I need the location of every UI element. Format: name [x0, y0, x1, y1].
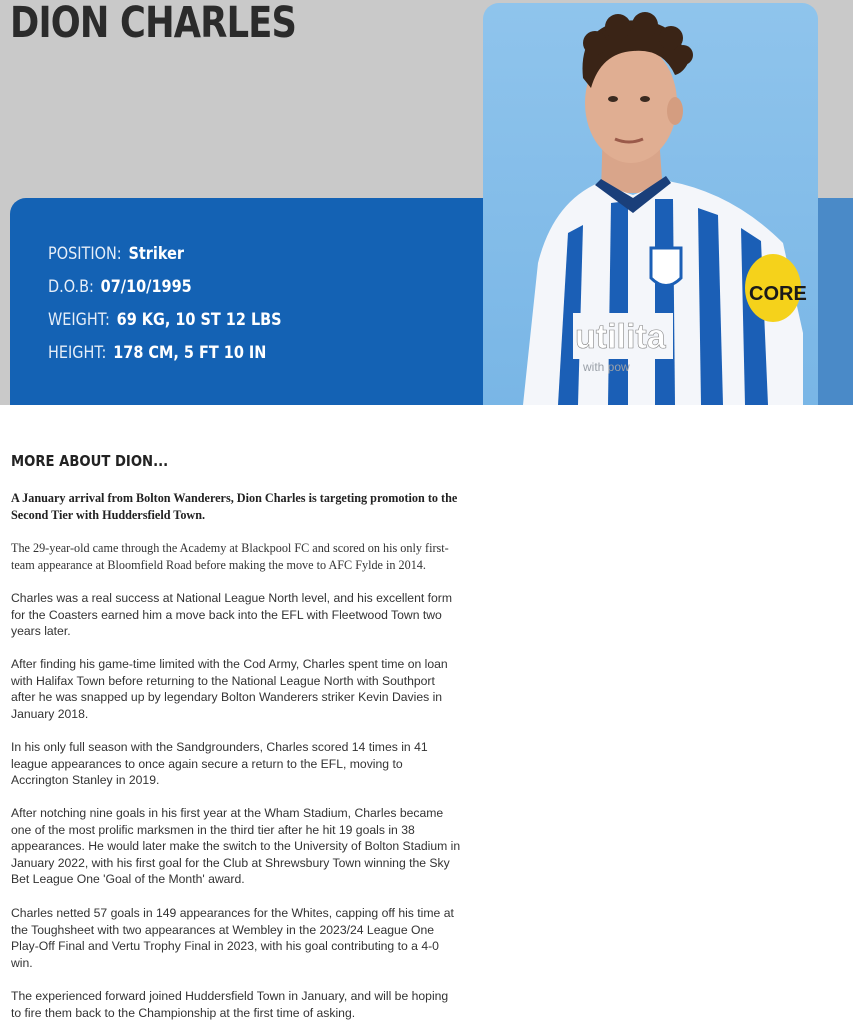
player-name: DION CHARLES [10, 0, 297, 48]
sponsor-tagline: with pow [583, 360, 630, 374]
about-paragraph: After notching nine goals in his first year at the Wham Stadium, Charles became one of the most prolific marksmen in the third tier after he hit 19 goals in 38 appearances. He would later make the switch to the University of Bolton Stadium in January 2022, with his first goal for the Club at Shrewsbury Town winning the Sky Bet League One 'Goal of the Month' award. [11, 806, 461, 886]
about-paragraph: The experienced forward joined Huddersfield Town in January, and will be hoping to fire them back to the Championship at the first time of asking. [11, 989, 449, 1020]
stat-value: 178 CM, 5 FT 10 IN [113, 342, 267, 363]
about-paragraph: Charles was a real success at National League North level, and his excellent form for the Coasters earned him a move back into the EFL with Fleetwood Town two years later. [11, 591, 453, 638]
sleeve-badge: CORE [749, 283, 807, 305]
about-heading: MORE ABOUT DION... [11, 452, 169, 470]
about-intro: A January arrival from Bolton Wanderers, Dion Charles is targeting promotion to the Second Tier with Huddersfield Town. [11, 491, 458, 522]
stat-label: WEIGHT: [48, 309, 110, 330]
stat-value: 69 KG, 10 ST 12 LBS [116, 309, 282, 330]
panel-accent [818, 198, 853, 405]
stat-position [48, 237, 282, 270]
sponsor-text: utilita [575, 318, 666, 356]
club-crest [651, 248, 681, 286]
about-paragraph: The 29-year-old came through the Academy at Blackpool FC and scored on his only first-team appearance at Bloomfield Road before making the move to AFC Fylde in 2014. [11, 541, 449, 572]
about-paragraph: After finding his game-time limited with the Cod Army, Charles spent time on loan with Halifax Town before returning to the National League North with Southport after he was snapped up by legendary Bolton Wanderers striker Kevin Davies in January 2018. [11, 657, 448, 721]
stat-label: D.O.B: [48, 276, 94, 297]
about-paragraph: Charles netted 57 goals in 149 appearances for the Whites, capping off his time at the Toughsheet with two appearances at Wembley in the 2023/24 League One Play-Off Final and Vertu Trophy Final in 2023, with his goal contributing to a 4-0 win. [11, 906, 454, 970]
stat-weight [48, 303, 282, 336]
stat-value: Striker [128, 243, 185, 264]
player-photo [483, 3, 818, 405]
player-stats [48, 237, 323, 369]
stat-label: HEIGHT: [48, 342, 107, 363]
stat-value: 07/10/1995 [100, 276, 192, 297]
about-paragraph: In his only full season with the Sandgrounders, Charles scored 14 times in 41 league appearances to once again secure a return to the EFL, moving to Accrington Stanley in 2019. [11, 740, 428, 787]
stat-dob [48, 270, 282, 303]
stat-label: POSITION: [48, 243, 122, 264]
stat-height [48, 336, 282, 369]
